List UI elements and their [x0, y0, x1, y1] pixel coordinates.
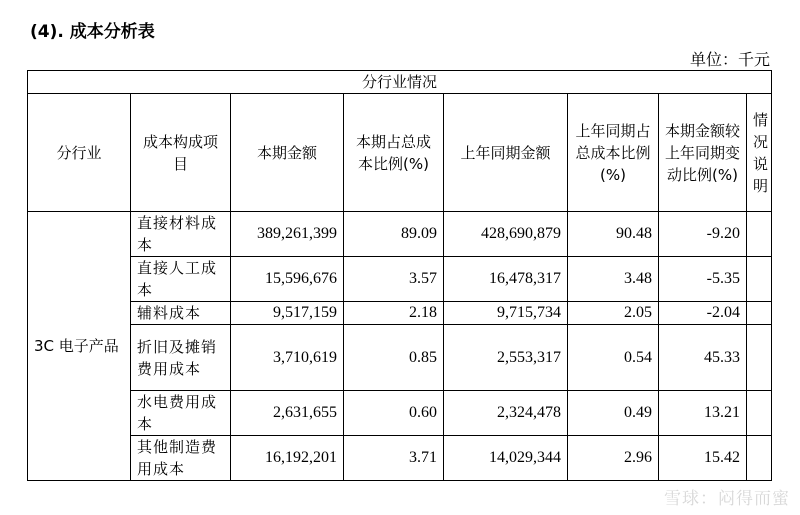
current-pct-cell: 0.85 [344, 325, 444, 391]
table-row [28, 325, 772, 391]
cost-item-cell: 其他制造费用成本 [131, 436, 231, 481]
prior-pct-cell: 2.05 [568, 302, 659, 325]
current-pct-cell: 3.57 [344, 257, 444, 302]
table-row [28, 391, 772, 436]
prior-pct-cell: 3.48 [568, 257, 659, 302]
table-row [28, 302, 772, 325]
col-header-prior-amount: 上年同期金额 [444, 94, 568, 212]
col-header-prior-pct: 上年同期占总成本比例(%) [568, 94, 659, 212]
col-header-industry: 分行业 [28, 94, 131, 212]
current-amount-cell: 15,596,676 [231, 257, 344, 302]
current-pct-cell: 0.60 [344, 391, 444, 436]
cost-item-cell: 折旧及摊销费用成本 [131, 325, 231, 391]
prior-amount-cell: 9,715,734 [444, 302, 568, 325]
table-row [28, 212, 772, 257]
current-amount-cell: 9,517,159 [231, 302, 344, 325]
current-amount-cell: 16,192,201 [231, 436, 344, 481]
change-pct-cell: 45.33 [659, 325, 747, 391]
note-cell [747, 325, 772, 391]
section-heading: (4). 成本分析表 [30, 22, 155, 42]
table-row [28, 436, 772, 481]
cost-item-cell: 直接材料成本 [131, 212, 231, 257]
cost-item-cell: 水电费用成本 [131, 391, 231, 436]
current-amount-cell: 3,710,619 [231, 325, 344, 391]
note-cell [747, 391, 772, 436]
cost-item-cell: 辅料成本 [131, 302, 231, 325]
note-cell [747, 212, 772, 257]
cost-analysis-table [27, 70, 772, 481]
prior-amount-cell: 14,029,344 [444, 436, 568, 481]
col-header-note: 情况说明 [747, 94, 772, 212]
prior-pct-cell: 0.54 [568, 325, 659, 391]
note-cell [747, 436, 772, 481]
col-header-current-amount: 本期金额 [231, 94, 344, 212]
table-row [28, 257, 772, 302]
col-header-change-pct: 本期金额较上年同期变动比例(%) [659, 94, 747, 212]
change-pct-cell: -9.20 [659, 212, 747, 257]
change-pct-cell: 15.42 [659, 436, 747, 481]
prior-amount-cell: 2,553,317 [444, 325, 568, 391]
change-pct-cell: -2.04 [659, 302, 747, 325]
note-cell [747, 257, 772, 302]
prior-amount-cell: 428,690,879 [444, 212, 568, 257]
prior-pct-cell: 0.49 [568, 391, 659, 436]
prior-pct-cell: 90.48 [568, 212, 659, 257]
current-amount-cell: 389,261,399 [231, 212, 344, 257]
prior-amount-cell: 16,478,317 [444, 257, 568, 302]
prior-amount-cell: 2,324,478 [444, 391, 568, 436]
note-cell [747, 302, 772, 325]
prior-pct-cell: 2.96 [568, 436, 659, 481]
watermark: 雪球：闷得而蜜 [664, 489, 790, 509]
group-header: 分行业情况 [28, 71, 772, 94]
current-amount-cell: 2,631,655 [231, 391, 344, 436]
col-header-cost-item: 成本构成项目 [131, 94, 231, 212]
industry-cell: 3C 电子产品 [28, 212, 131, 481]
current-pct-cell: 2.18 [344, 302, 444, 325]
change-pct-cell: -5.35 [659, 257, 747, 302]
current-pct-cell: 3.71 [344, 436, 444, 481]
current-pct-cell: 89.09 [344, 212, 444, 257]
cost-item-cell: 直接人工成本 [131, 257, 231, 302]
unit-label: 单位：千元 [689, 50, 770, 69]
change-pct-cell: 13.21 [659, 391, 747, 436]
col-header-current-pct: 本期占总成本比例(%) [344, 94, 444, 212]
